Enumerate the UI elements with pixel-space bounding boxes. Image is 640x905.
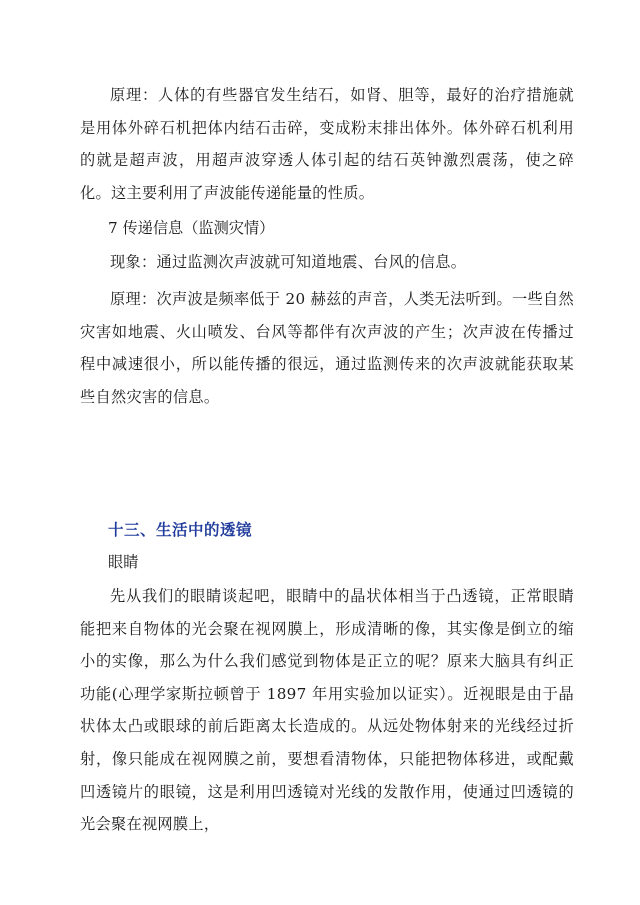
eye-subheading: 眼睛 [108, 553, 139, 571]
infrasound-phenomenon-paragraph: 现象：通过监测次声波就可知道地震、台风的信息。 [110, 253, 467, 271]
ultrasound-principle-paragraph: 原理：人体的有些器官发生结石，如肾、胆等，最好的治疗措施就是用体外碎石机把体内结石击碎，变成粉末排出体外。体外碎石机利用的就是超声波，用超声波穿透人体引起的结石英钟激烈震荡，使之碎化。这主要利用了声波能传递能量的性质。 [80, 86, 574, 202]
lens-section-heading: 十三、生活中的透镜 [108, 521, 253, 539]
infrasound-principle-paragraph: 原理：次声波是频率低于 20 赫兹的声音，人类无法听到。一些自然灾害如地震、火山喷发、台风等都伴有次声波的产生；次声波在传播过程中减速很小，所以能传播的很远，通过监测传来的次声波就能获取某些自然灾害的信息。 [80, 290, 574, 406]
eye-body-paragraph: 先从我们的眼睛谈起吧，眼睛中的晶状体相当于凸透镜，正常眼睛能把来自物体的光会聚在视网膜上，形成清晰的像，其实像是倒立的缩小的实像，那么为什么我们感觉到物体是正立的呢？原来大脑具有纠正功能(心理学家斯拉顿曾于 1897 年用实验加以证实）。近视眼是由于晶状体太凸或眼球的前后距离太长造成的。从远处物体射来的光线经过折射，像只能成在视网膜之前，要想看清物体，只能把物体移进，或配戴凹透镜片的眼镜，这是利用凹透镜对光线的发散作用，使通过凹透镜的光会聚在视网膜上， [80, 587, 574, 834]
infrasound-section-title: 7 传递信息（监测灾情） [108, 219, 275, 237]
